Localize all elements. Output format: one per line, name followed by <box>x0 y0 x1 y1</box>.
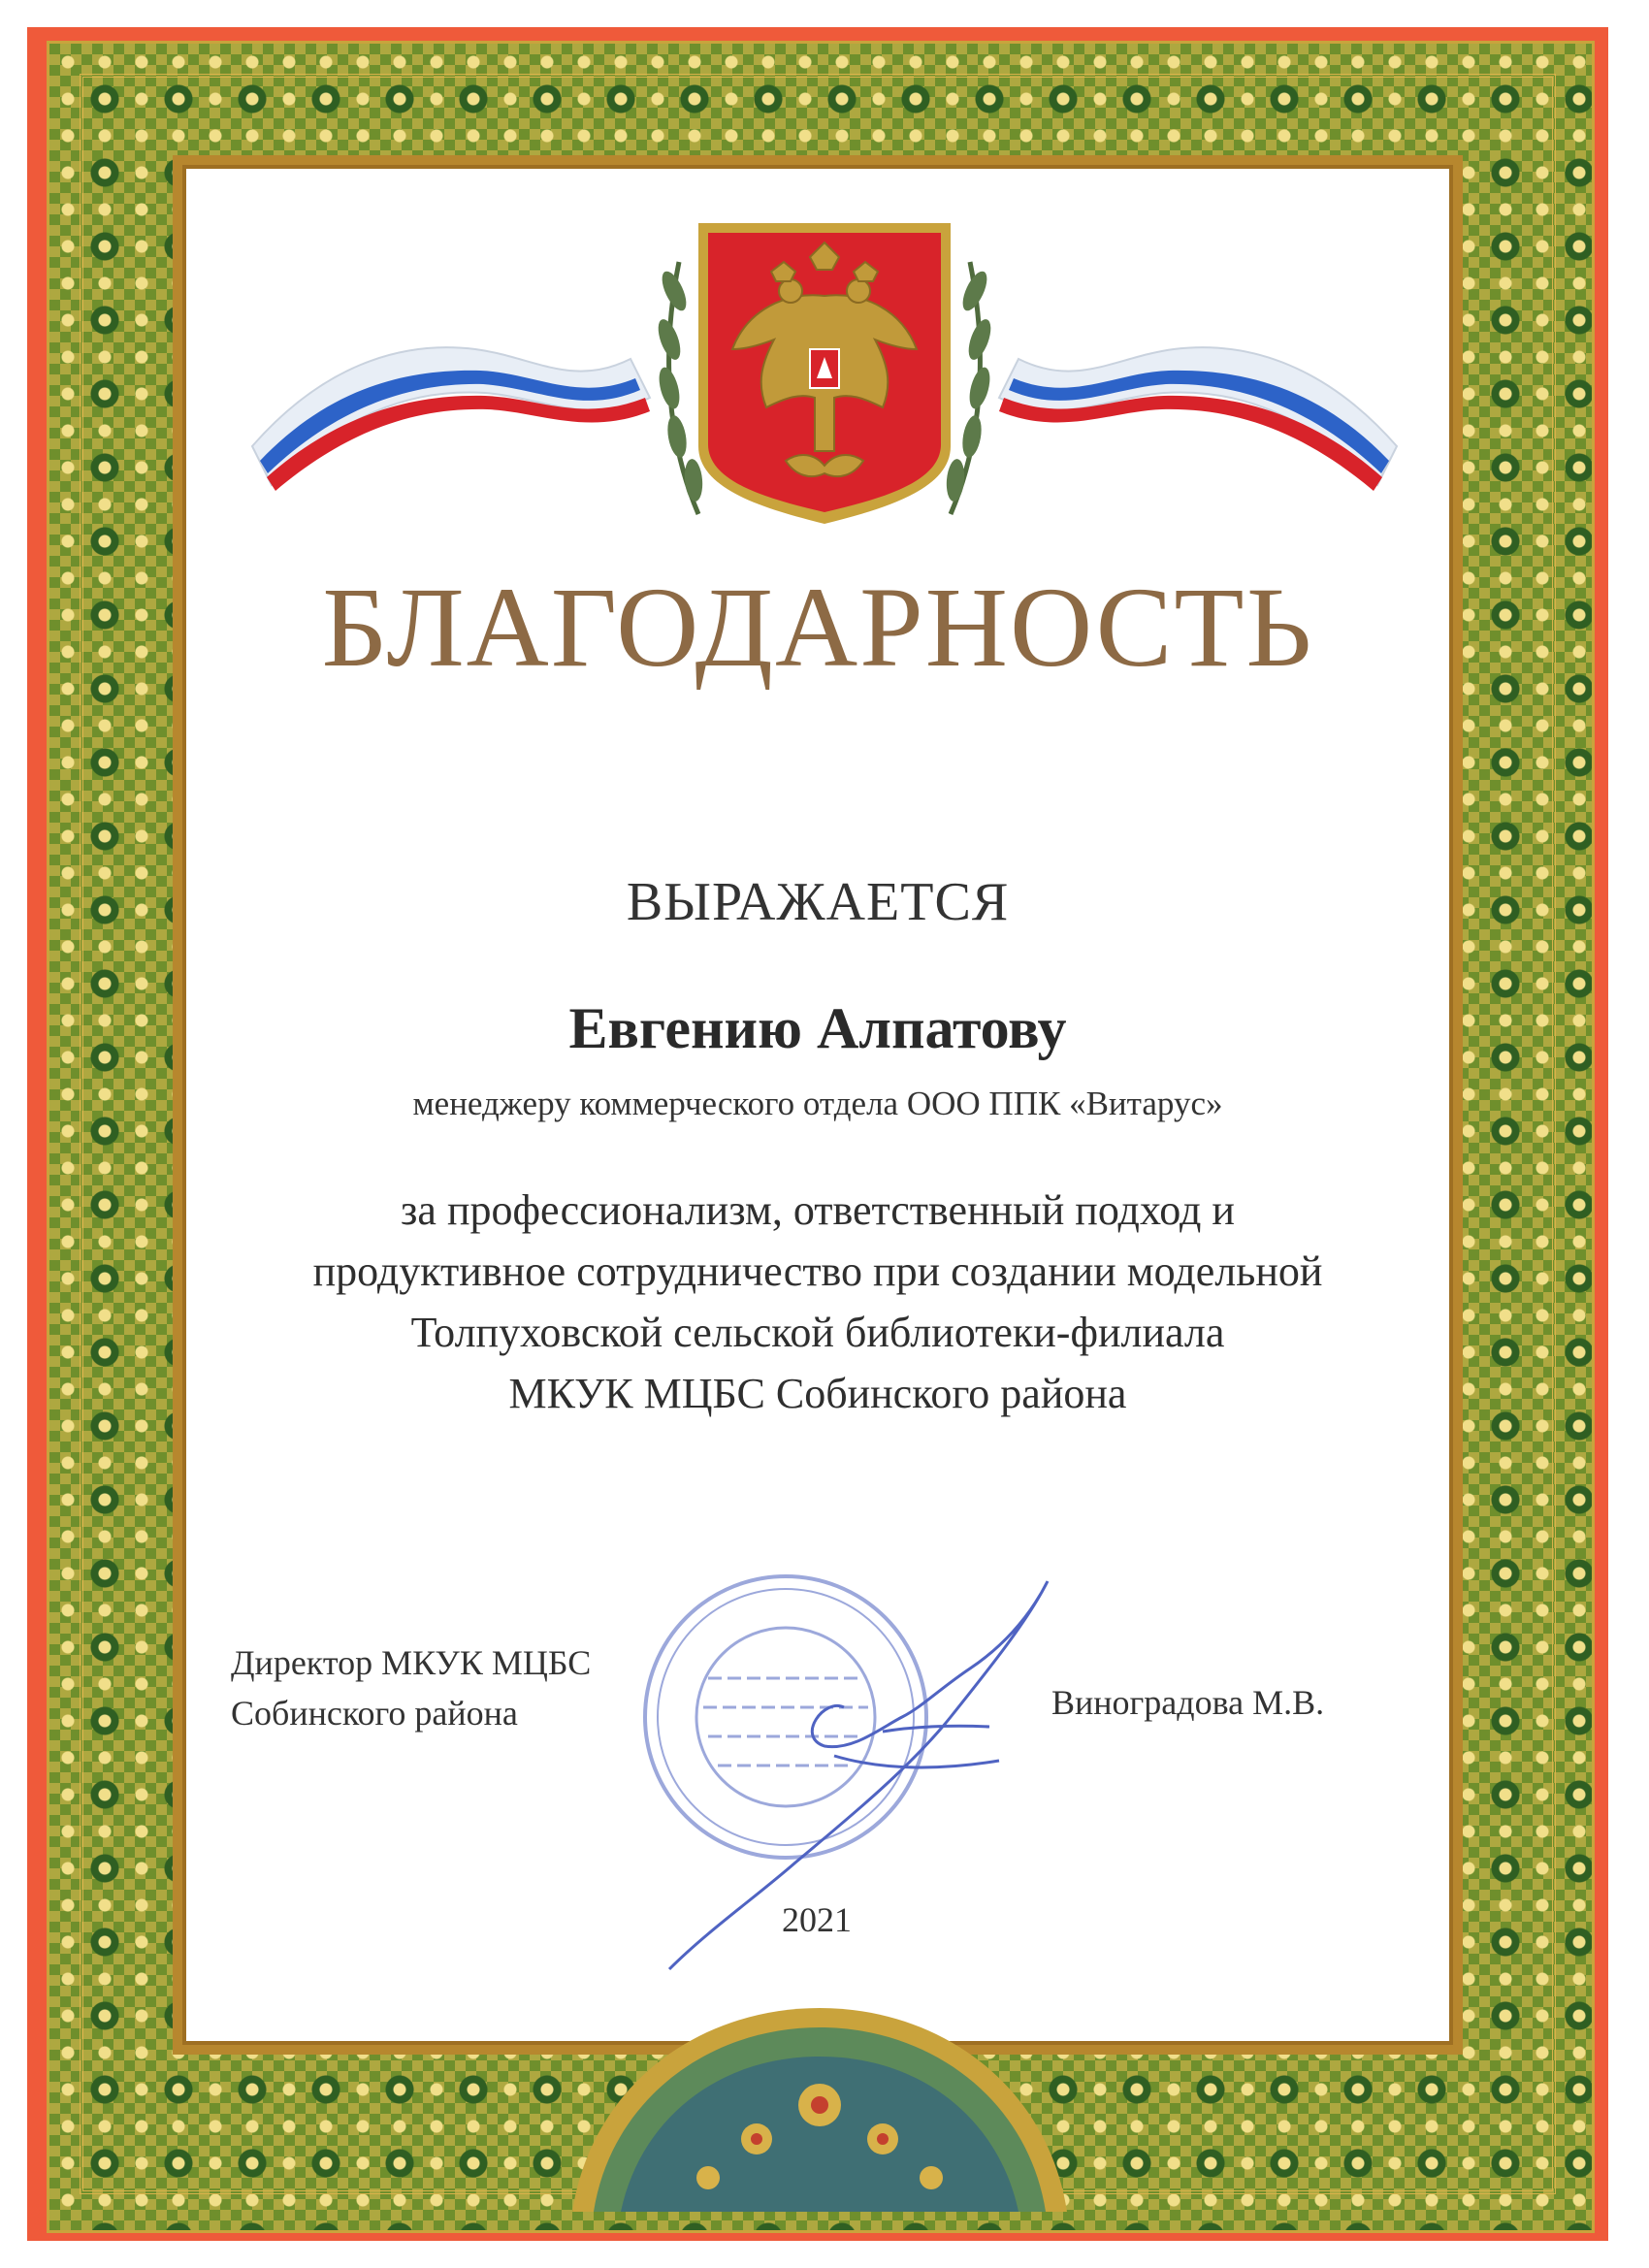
certificate-year: 2021 <box>782 1900 852 1939</box>
reason-line: МКУК МЦБС Собинского района <box>508 1370 1127 1417</box>
reason-line: Толпуховской сельской библиотеки-филиала <box>410 1309 1225 1356</box>
expressed-label: ВЫРАЖАЕТСЯ <box>626 872 1010 932</box>
tricolor-ribbon-right <box>999 347 1397 491</box>
laurel-branch-right <box>945 262 995 514</box>
recipient-name: Евгению Алпатову <box>568 996 1067 1060</box>
laurel-branch-left <box>654 262 704 514</box>
coat-of-arms-icon <box>242 204 1406 524</box>
signatory-name: Виноградова М.В. <box>1051 1683 1325 1722</box>
certificate-title: БЛАГОДАРНОСТЬ <box>321 564 1314 691</box>
signatory-title-line: Собинского района <box>231 1694 518 1733</box>
reason-line: за профессионализм, ответственный подход и <box>401 1186 1235 1234</box>
reason-line: продуктивное сотрудничество при создании модельной <box>312 1247 1323 1295</box>
tricolor-ribbon-left <box>252 347 650 491</box>
signatory-title-line: Директор МКУК МЦБС <box>231 1643 592 1682</box>
bottom-ornament-icon <box>572 1979 1067 2212</box>
signatory-title <box>231 1637 591 1738</box>
recipient-position: менеджеру коммерческого отдела ООО ППК «Витарус» <box>412 1085 1223 1122</box>
reason-text <box>186 1180 1449 1424</box>
